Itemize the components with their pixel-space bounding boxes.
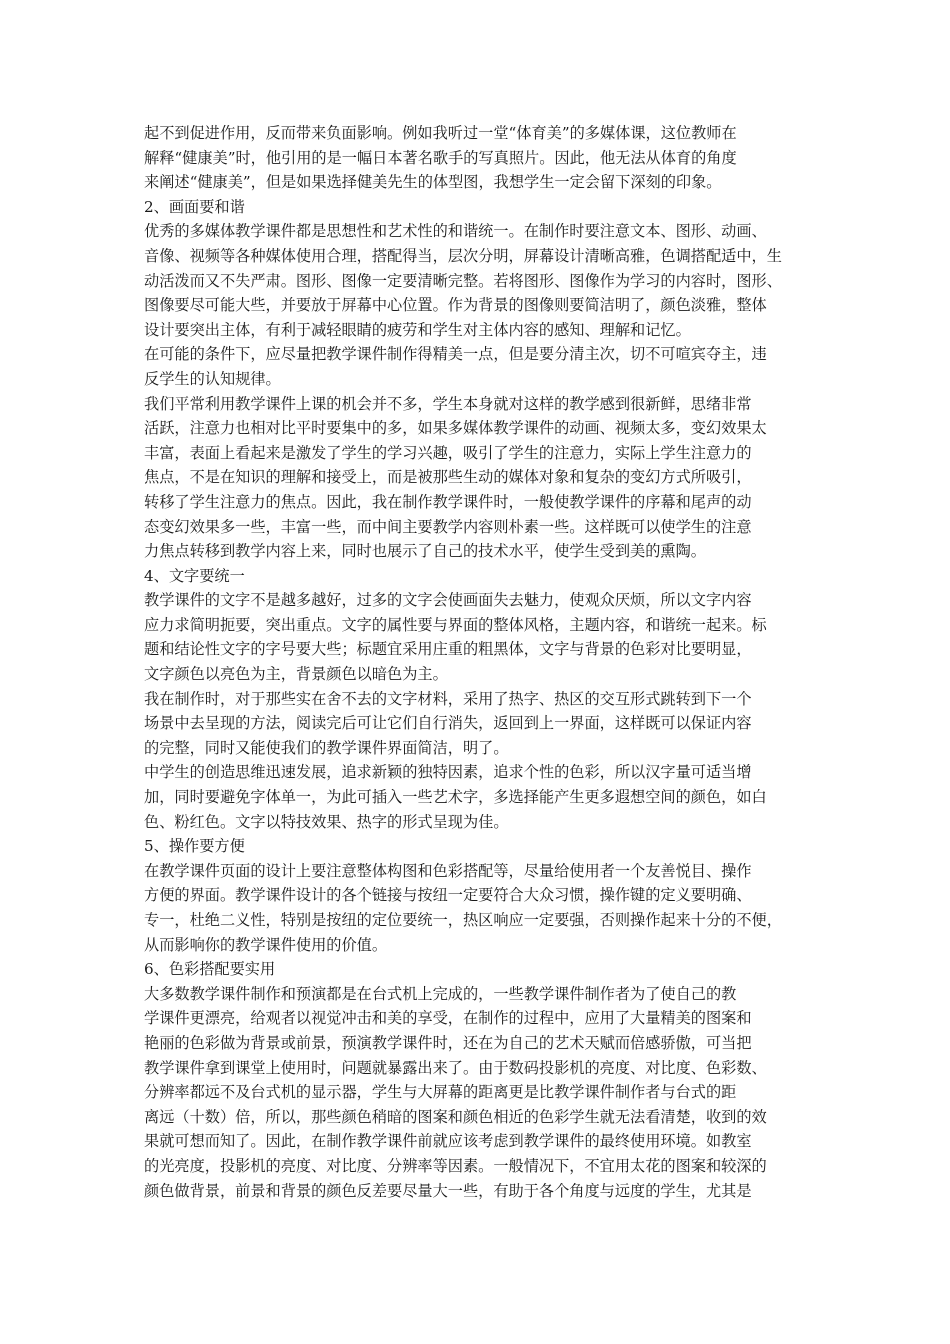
paragraph <box>144 342 812 391</box>
text-line: 方便的界面。教学课件设计的各个链接与按纽一定要符合大众习惯，操作键的定义要明确、 <box>144 886 752 905</box>
text-line: 色、粉红色。文字以特技效果、热字的形式呈现为佳。 <box>144 812 509 831</box>
text-line: 颜色做背景，前景和背景的颜色反差要尽量大一些，有助于各个角度与远度的学生，尤其是 <box>144 1181 752 1200</box>
text-line: 反学生的认知规律。 <box>144 369 281 388</box>
text-line: 分辨率都远不及台式机的显示器，学生与大屏幕的距离更是比教学课件制作者与台式的距 <box>144 1083 737 1102</box>
paragraph <box>144 760 812 834</box>
text-line: 场景中去呈现的方法，阅读完后可让它们自行消失，返回到上一界面，这样既可以保证内容 <box>144 714 752 733</box>
paragraph <box>144 588 812 686</box>
text-line: 果就可想而知了。因此，在制作教学课件前就应该考虑到教学课件的最终使用环境。如教室 <box>144 1132 752 1151</box>
text-line: 设计要突出主体，有利于减轻眼睛的疲劳和学生对主体内容的感知、理解和记忆。 <box>144 320 691 339</box>
section-heading: 2、画面要和谐 <box>144 197 245 216</box>
text-line: 活跃，注意力也相对比平时要集中的多，如果多媒体教学课件的动画、视频太多，变幻效果太 <box>144 419 767 438</box>
text-line: 动活泼而又不失严肃。图形、图像一定要清晰完整。若将图形、图像作为学习的内容时，图形、 <box>144 271 782 290</box>
section-heading: 4、文字要统一 <box>144 566 245 585</box>
text-line: 我们平常利用教学课件上课的机会并不多，学生本身就对这样的教学感到很新鲜，思绪非常 <box>144 394 752 413</box>
paragraph <box>144 982 812 1203</box>
text-line: 教学课件的文字不是越多越好，过多的文字会使画面失去魅力，使观众厌烦，所以文字内容 <box>144 591 752 610</box>
text-line: 态变幻效果多一些，丰富一些，而中间主要教学内容则朴素一些。这样既可以使学生的注意 <box>144 517 752 536</box>
text-line: 专一，杜绝二义性，特别是按纽的定位要统一，热区响应一定要强，否则操作起来十分的不便， <box>144 911 782 929</box>
paragraph <box>144 121 812 195</box>
text-line: 学课件更漂亮，给观者以视觉冲击和美的享受，在制作的过程中，应用了大量精美的图案和 <box>144 1009 752 1028</box>
text-line: 题和结论性文字的字号要大些；标题宜采用庄重的粗黑体，文字与背景的色彩对比要明显， <box>144 640 752 659</box>
paragraph <box>144 859 812 957</box>
document-page <box>144 121 812 1203</box>
text-line: 图像要尽可能大些，并要放于屏幕中心位置。作为背景的图像则要简洁明了，颜色淡雅，整体 <box>144 296 767 315</box>
text-line: 离远（十数）倍，所以，那些颜色稍暗的图案和颜色相近的色彩学生就无法看清楚，收到的效 <box>144 1107 767 1126</box>
text-line: 文字颜色以亮色为主，背景颜色以暗色为主。 <box>144 665 448 684</box>
text-line: 力焦点转移到教学内容上来，同时也展示了自己的技术水平，使学生受到美的熏陶。 <box>144 542 706 561</box>
section-heading: 5、操作要方便 <box>144 837 245 856</box>
text-line: 优秀的多媒体教学课件都是思想性和艺术性的和谐统一。在制作时要注意文本、图形、动画、 <box>144 222 767 241</box>
text-line: 焦点，不是在知识的理解和接受上，而是被那些生动的媒体对象和复杂的变幻方式所吸引， <box>144 468 752 487</box>
text-line: 我在制作时，对于那些实在舍不去的文字材料，采用了热字、热区的交互形式跳转到下一个 <box>144 689 752 708</box>
text-line: 转移了学生注意力的焦点。因此，我在制作教学课件时，一般使教学课件的序幕和尾声的动 <box>144 492 752 511</box>
text-line: 加，同时要避免字体单一，为此可插入一些艺术字，多选择能产生更多遐想空间的颜色，如白 <box>144 788 767 807</box>
text-line: 来阐述“健康美”，但是如果选择健美先生的体型图，我想学生一定会留下深刻的印象。 <box>144 173 722 192</box>
text-line: 丰富，表面上看起来是激发了学生的学习兴趣，吸引了学生的注意力，实际上学生注意力的 <box>144 443 752 462</box>
text-line: 应力求简明扼要，突出重点。文字的属性要与界面的整体风格，主题内容，和谐统一起来。标 <box>144 615 767 634</box>
text-line: 中学生的创造思维迅速发展，追求新颖的独特因素，追求个性的色彩，所以汉字量可适当增 <box>144 763 752 782</box>
text-line: 教学课件拿到课堂上使用时，问题就暴露出来了。由于数码投影机的亮度、对比度、色彩数、 <box>144 1058 767 1077</box>
text-line: 起不到促进作用，反而带来负面影响。例如我听过一堂“体育美”的多媒体课，这位教师在 <box>144 124 737 142</box>
text-line: 的光亮度，投影机的亮度、对比度、分辨率等因素。一般情况下，不宜用太花的图案和较深的 <box>144 1156 767 1175</box>
text-line: 大多数教学课件制作和预演都是在台式机上完成的，一些教学课件制作者为了使自己的教 <box>144 984 737 1003</box>
section-heading: 6、色彩搭配要实用 <box>144 960 276 979</box>
paragraph <box>144 219 812 342</box>
text-line: 艳丽的色彩做为背景或前景，预演教学课件时，还在为自己的艺术天赋而倍感骄傲，可当把 <box>144 1033 752 1052</box>
text-line: 从而影响你的教学课件使用的价值。 <box>144 935 387 954</box>
text-line: 的完整，同时又能使我们的教学课件界面简洁，明了。 <box>144 738 509 757</box>
text-line: 解释“健康美”时，他引用的是一幅日本著名歌手的写真照片。因此，他无法从体育的角度 <box>144 148 737 167</box>
text-line: 在教学课件页面的设计上要注意整体构图和色彩搭配等，尽量给使用者一个友善悦目、操作 <box>144 861 752 880</box>
text-line: 在可能的条件下，应尽量把教学课件制作得精美一点，但是要分清主次，切不可喧宾夺主，违 <box>144 345 767 364</box>
paragraph <box>144 687 812 761</box>
paragraph <box>144 392 812 564</box>
text-line: 音像、视频等各种媒体使用合理，搭配得当，层次分明，屏幕设计清晰高雅，色调搭配适中，生 <box>144 246 782 265</box>
